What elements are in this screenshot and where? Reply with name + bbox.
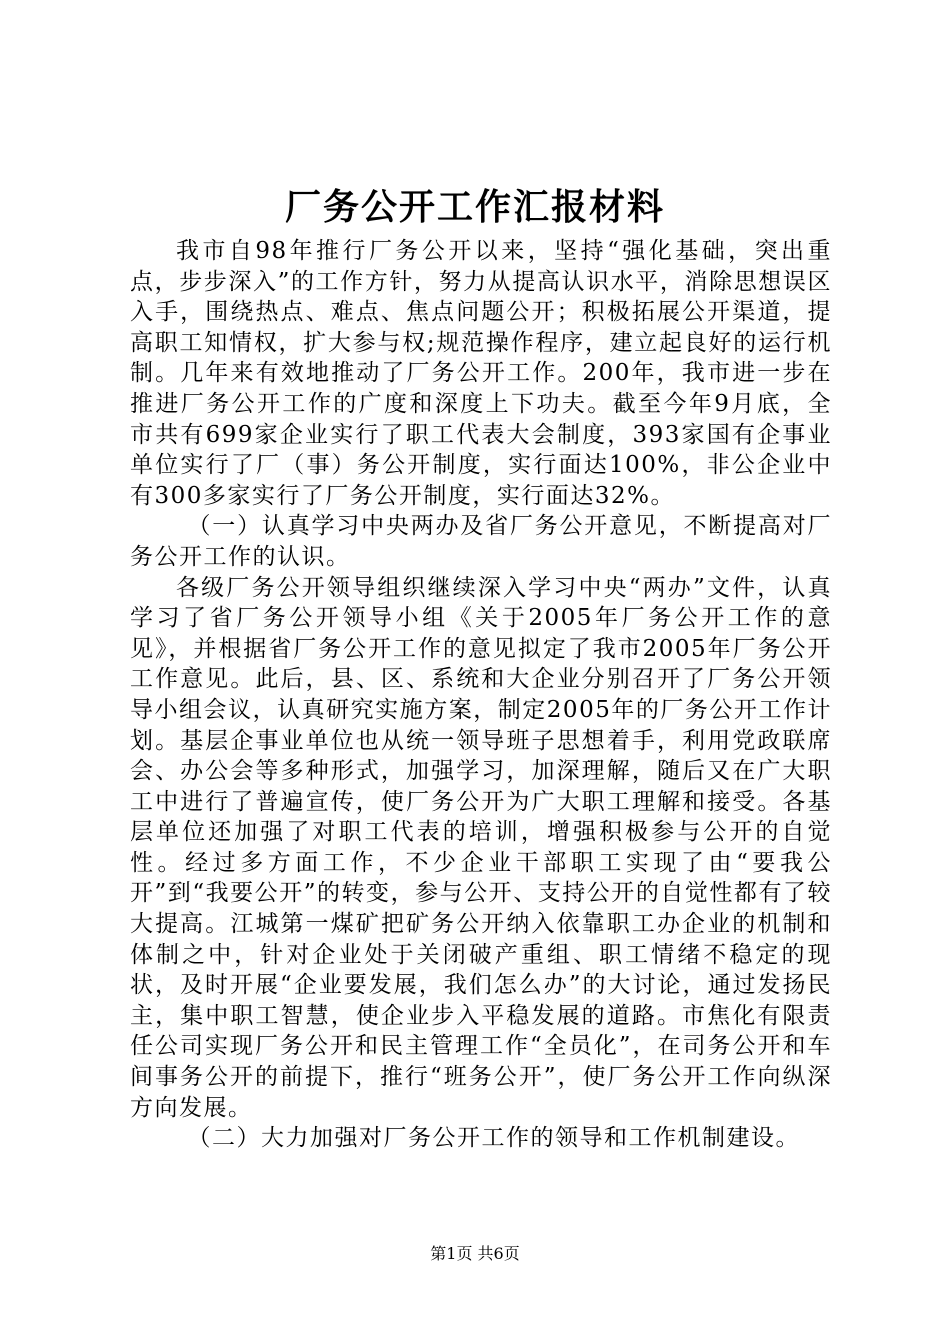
document-body: [130, 236, 832, 1154]
section-heading-1: （一）认真学习中央两办及省厂务公开意见，不断提高对厂务公开工作的认识。: [130, 513, 832, 570]
document-title: 厂务公开工作汇报材料: [284, 187, 665, 228]
section-heading-2: （二）大力加强对厂务公开工作的领导和工作机制建设。: [187, 1125, 800, 1152]
paragraph-intro: 我市自98年推行厂务公开以来，坚持“强化基础，突出重点，步步深入”的工作方针，努力从提高认识水平，消除思想误区入手，围绕热点、难点、焦点问题公开；积极拓展公开渠道，提高职工知情权，扩大参与权;规范操作程序，建立起良好的运行机制。几年来有效地推动了厂务公开工作。200年，我市进一步在推进厂务公开工作的广度和深度上下功夫。截至今年9月底，全市共有699家企业实行了职工代表大会制度，393家国有企事业单位实行了厂（事）务公开制度，实行面达100%，非公企业中有300多家实行了厂务公开制度，实行面达32%。: [130, 238, 832, 509]
paragraph-section-1: 各级厂务公开领导组织继续深入学习中央“两办”文件，认真学习了省厂务公开领导小组《关于2005年厂务公开工作的意见》，并根据省厂务公开工作的意见拟定了我市2005年厂务公开工作意见。此后，县、区、系统和大企业分别召开了厂务公开领导小组会议，认真研究实施方案，制定2005年的厂务公开工作计划。基层企事业单位也从统一领导班子思想着手，利用党政联席会、办公会等多种形式，加强学习，加深理解，随后又在广大职工中进行了普遍宣传，使厂务公开为广大职工理解和接受。各基层单位还加强了对职工代表的培训，增强积极参与公开的自觉性。经过多方面工作，不少企业干部职工实现了由“要我公开”到“我要公开”的转变，参与公开、支持公开的自觉性都有了较大提高。江城第一煤矿把矿务公开纳入依靠职工办企业的机制和体制之中，针对企业处于关闭破产重组、职工情绪不稳定的现状，及时开展“企业要发展，我们怎么办”的大讨论，通过发扬民主，集中职工智慧，使企业步入平稳发展的道路。市焦化有限责任公司实现厂务公开和民主管理工作“全员化”，在司务公开和车间事务公开的前提下，推行“班务公开”，使厂务公开工作向纵深方向发展。: [130, 574, 832, 1121]
page-number-footer: 第1页 共6页: [430, 1244, 520, 1263]
